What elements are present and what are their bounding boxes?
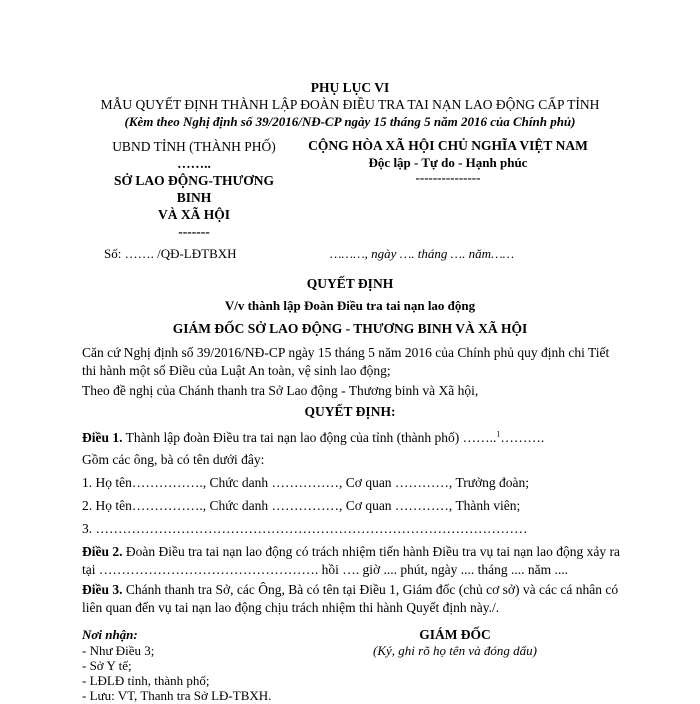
article-2-text: Đoàn Điều tra tai nạn lao động có trách nhiệm tiến hành Điều tra vụ tai nạn lao động xảy ra tại …………………………………………. hồi …. giờ .... phút, ngày .... tháng .... năm ....	[82, 544, 620, 577]
article-3-label: Điều 3.	[82, 582, 123, 597]
member-3: 3. ……………………………………………………………………………………	[82, 521, 528, 536]
article-2-label: Điều 2.	[82, 544, 123, 559]
article-1	[82, 429, 622, 447]
member-2: 2. Họ tên……………., Chức danh ……………, Cơ quan …………, Thành viên;	[82, 498, 521, 513]
article-1-label: Điều 1.	[82, 430, 123, 445]
recipient-item: - Sở Y tế;	[82, 658, 132, 673]
article-1-text: Thành lập đoàn Điều tra tai nạn lao động của tỉnh (thành phố) ……..	[122, 430, 497, 445]
recipients-title: Nơi nhận:	[82, 627, 138, 642]
article-3	[82, 581, 622, 617]
article-3-text: Chánh thanh tra Sở, các Ông, Bà có tên tại Điều 1, Giám đốc (chủ cơ sở) và các cá nhân có liên quan đến vụ tai nạn lao động chịu trách nhiệm thi hành Quyết định này./.	[82, 582, 619, 615]
proposal-basis: Theo đề nghị của Chánh thanh tra Sở Lao động - Thương binh và Xã hội,	[82, 383, 479, 398]
issuer-line5: VÀ XÃ HỘI	[157, 207, 230, 222]
issuer-line4: BINH	[176, 190, 212, 205]
members-intro: Gồm các ông, bà có tên dưới đây:	[82, 452, 265, 467]
nation-motto: Độc lập - Tự do - Hạnh phúc	[368, 155, 528, 170]
nation-name: CỘNG HÒA XÃ HỘI CHỦ NGHĨA VIỆT NAM	[308, 138, 588, 153]
member-1: 1. Họ tên……………., Chức danh ……………, Cơ quan …………, Trưởng đoàn;	[82, 475, 530, 490]
nation-dashes: ---------------	[415, 170, 481, 185]
recipient-item: - Như Điều 3;	[82, 643, 155, 658]
article-1-tail: ……….	[500, 430, 545, 445]
issuer-line2: ……..	[177, 156, 211, 171]
attached-note: (Kèm theo Nghị định số 39/2016/NĐ-CP ngày 15 tháng 5 năm 2016 của Chính phủ)	[124, 114, 576, 129]
document-number: Số: ……. /QĐ-LĐTBXH	[104, 246, 237, 261]
issuer-dashes: -------	[178, 224, 210, 239]
signature-note: (Ký, ghi rõ họ tên và đóng dấu)	[373, 643, 537, 658]
signature-title: GIÁM ĐỐC	[419, 627, 491, 642]
issuer-line1: UBND TỈNH (THÀNH PHỐ)	[112, 139, 276, 154]
decision-subject: V/v thành lập Đoàn Điều tra tai nạn lao động	[224, 298, 476, 313]
decides-heading: QUYẾT ĐỊNH:	[304, 404, 396, 419]
recipient-item: - LĐLĐ tỉnh, thành phố;	[82, 673, 210, 688]
article-2	[82, 543, 622, 579]
document-date: ………, ngày …. tháng …. năm……	[330, 246, 515, 261]
article-1-footnote: 1	[496, 429, 501, 439]
decision-title: QUYẾT ĐỊNH	[306, 276, 394, 291]
legal-basis: Căn cứ Nghị định số 39/2016/NĐ-CP ngày 15 tháng 5 năm 2016 của Chính phủ quy định chi Tiết thi hành một số Điều của Luật An toàn, vệ sinh lao động;	[82, 345, 610, 378]
issuer-line3: SỞ LAO ĐỘNG-THƯƠNG	[113, 173, 274, 188]
form-title: MẪU QUYẾT ĐỊNH THÀNH LẬP ĐOÀN ĐIỀU TRA TAI NẠN LAO ĐỘNG CẤP TỈNH	[100, 97, 600, 112]
recipient-item: - Lưu: VT, Thanh tra Sở LĐ-TBXH.	[82, 688, 272, 703]
appendix-title: PHỤ LỤC VI	[310, 80, 390, 95]
decision-authority: GIÁM ĐỐC SỞ LAO ĐỘNG - THƯƠNG BINH VÀ XÃ HỘI	[172, 321, 528, 336]
